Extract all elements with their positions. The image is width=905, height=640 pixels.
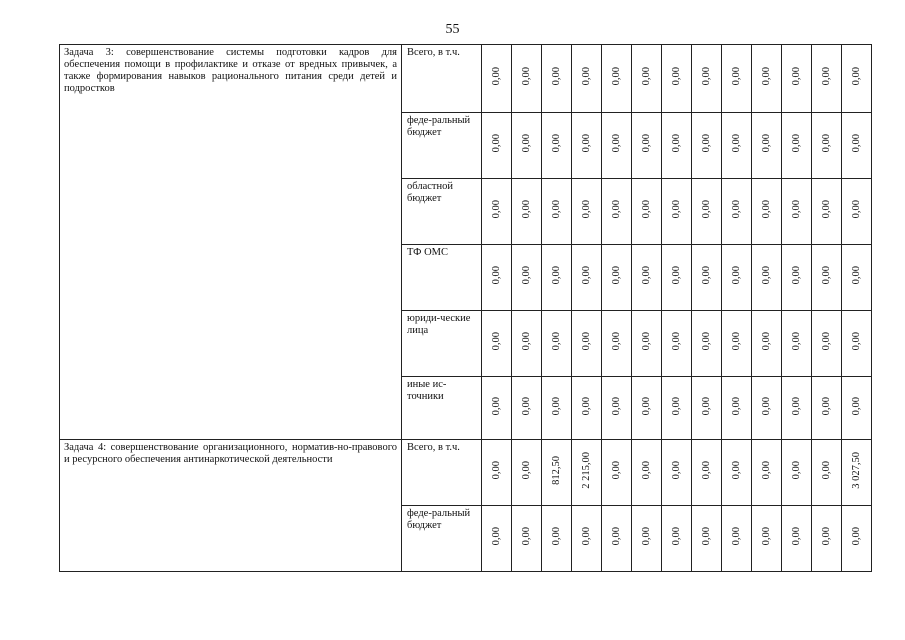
value-text: 0,00 [820, 200, 832, 219]
value-cell [722, 377, 752, 440]
value-cell [782, 179, 812, 245]
value-cell [662, 113, 692, 179]
value-cell [632, 377, 662, 440]
value-cell [812, 113, 842, 179]
value-cell [602, 506, 632, 572]
value-cell [662, 377, 692, 440]
value-text: 0,00 [730, 134, 742, 153]
value-cell [542, 179, 572, 245]
value-text: 0,00 [550, 332, 562, 351]
value-cell [542, 113, 572, 179]
value-text: 0,00 [580, 67, 592, 86]
value-text: 0,00 [790, 332, 802, 351]
value-text: 0,00 [760, 461, 772, 480]
value-text: 0,00 [550, 527, 562, 546]
value-text: 0,00 [820, 134, 832, 153]
value-text: 0,00 [490, 396, 502, 416]
value-cell [722, 440, 752, 506]
value-cell [692, 113, 722, 179]
value-text: 0,00 [520, 200, 532, 219]
value-text: 0,00 [610, 67, 622, 86]
value-text: 0,00 [580, 332, 592, 351]
value-cell [842, 311, 872, 377]
value-cell [542, 245, 572, 311]
value-cell [632, 506, 662, 572]
value-cell [692, 245, 722, 311]
value-cell [722, 245, 752, 311]
value-cell [512, 506, 542, 572]
value-text: 0,00 [790, 461, 802, 480]
task-title-cell: Задача 3: совершенствование системы подготовки кадров для обеспечения помощи в профилактике и отказе от вредных привычек, а также формирования навыков рационального питания среди детей и подростков [60, 45, 402, 440]
funding-source-cell: Всего, в т.ч. [402, 45, 482, 113]
value-cell [842, 179, 872, 245]
value-text: 0,00 [700, 332, 712, 351]
value-text: 0,00 [730, 461, 742, 480]
value-text: 0,00 [520, 266, 532, 285]
value-cell [812, 440, 842, 506]
value-text: 0,00 [670, 332, 682, 351]
value-cell [482, 440, 512, 506]
value-cell [692, 45, 722, 113]
value-cell [752, 311, 782, 377]
value-text: 0,00 [640, 266, 652, 285]
value-text: 0,00 [550, 266, 562, 285]
value-cell [722, 113, 752, 179]
value-text: 0,00 [640, 461, 652, 480]
value-text: 0,00 [760, 200, 772, 219]
value-cell [842, 113, 872, 179]
funding-source-cell: областной бюджет [402, 179, 482, 245]
value-text: 0,00 [520, 461, 532, 480]
value-cell [782, 113, 812, 179]
value-text: 0,00 [640, 134, 652, 153]
value-cell [692, 311, 722, 377]
value-cell [842, 506, 872, 572]
value-text: 0,00 [490, 266, 502, 285]
value-cell [482, 113, 512, 179]
value-cell [512, 245, 542, 311]
value-text: 0,00 [790, 134, 802, 153]
value-cell [782, 311, 812, 377]
value-text: 0,00 [610, 396, 622, 416]
value-cell [812, 377, 842, 440]
page-number: 55 [445, 22, 460, 37]
value-text: 0,00 [760, 67, 772, 86]
value-cell [542, 440, 572, 506]
value-cell [482, 45, 512, 113]
value-text: 0,00 [820, 396, 832, 416]
value-cell [602, 179, 632, 245]
value-text: 0,00 [610, 200, 622, 219]
value-text: 0,00 [520, 332, 532, 351]
funding-source-cell: юриди-ческие лица [402, 311, 482, 377]
value-text: 0,00 [730, 266, 742, 285]
value-text: 0,00 [670, 266, 682, 285]
table-row [60, 440, 872, 506]
value-cell [632, 311, 662, 377]
value-text: 0,00 [820, 527, 832, 546]
value-text: 0,00 [850, 396, 862, 416]
value-cell [602, 113, 632, 179]
value-text: 0,00 [760, 396, 772, 416]
value-text: 0,00 [490, 134, 502, 153]
value-text: 0,00 [520, 134, 532, 153]
value-text: 0,00 [670, 200, 682, 219]
value-text: 0,00 [670, 134, 682, 153]
value-text: 0,00 [640, 332, 652, 351]
value-cell [722, 506, 752, 572]
value-text: 0,00 [760, 527, 772, 546]
value-text: 0,00 [790, 396, 802, 416]
value-text: 0,00 [850, 332, 862, 351]
value-text: 0,00 [520, 67, 532, 86]
value-cell [602, 45, 632, 113]
task-title-cell: Задача 4: совершенствование организационного, норматив-но-правового и ресурсного обеспечения антинаркотической деятельности [60, 440, 402, 572]
value-cell [572, 311, 602, 377]
value-text: 0,00 [760, 266, 772, 285]
value-text: 0,00 [520, 527, 532, 546]
value-cell [572, 45, 602, 113]
value-text: 0,00 [490, 67, 502, 86]
value-text: 0,00 [820, 266, 832, 285]
value-cell [512, 311, 542, 377]
value-cell [692, 440, 722, 506]
value-cell [782, 506, 812, 572]
value-cell [692, 179, 722, 245]
value-text: 0,00 [850, 200, 862, 219]
value-cell [572, 506, 602, 572]
value-text: 0,00 [730, 332, 742, 351]
value-text: 0,00 [610, 332, 622, 351]
value-cell [542, 377, 572, 440]
value-text: 0,00 [610, 266, 622, 285]
value-text: 0,00 [610, 134, 622, 153]
value-text: 0,00 [820, 461, 832, 480]
value-text: 0,00 [640, 200, 652, 219]
value-text: 0,00 [730, 527, 742, 546]
value-text: 0,00 [730, 396, 742, 416]
value-cell [632, 113, 662, 179]
value-cell [572, 440, 602, 506]
value-text: 0,00 [550, 200, 562, 219]
value-text: 0,00 [550, 134, 562, 153]
value-text: 0,00 [640, 67, 652, 86]
value-text: 0,00 [700, 266, 712, 285]
value-cell [632, 45, 662, 113]
value-cell [692, 506, 722, 572]
value-text: 0,00 [580, 396, 592, 416]
value-text: 2 215,00 [580, 452, 592, 489]
value-cell [662, 45, 692, 113]
value-cell [572, 245, 602, 311]
value-text: 0,00 [850, 266, 862, 285]
value-text: 0,00 [850, 67, 862, 86]
value-cell [662, 245, 692, 311]
value-text: 0,00 [670, 461, 682, 480]
value-text: 0,00 [700, 200, 712, 219]
value-text: 0,00 [790, 200, 802, 219]
value-cell [722, 311, 752, 377]
value-cell [812, 506, 842, 572]
value-text: 0,00 [550, 396, 562, 416]
value-text: 0,00 [790, 67, 802, 86]
value-text: 0,00 [640, 527, 652, 546]
value-text: 0,00 [730, 67, 742, 86]
value-cell [722, 179, 752, 245]
value-cell [812, 45, 842, 113]
value-text: 0,00 [550, 67, 562, 86]
value-text: 0,00 [700, 396, 712, 416]
value-text: 0,00 [640, 396, 652, 416]
value-text: 0,00 [580, 200, 592, 219]
value-cell [542, 45, 572, 113]
value-cell [482, 179, 512, 245]
value-cell [692, 377, 722, 440]
funding-source-cell: Всего, в т.ч. [402, 440, 482, 506]
value-cell [512, 45, 542, 113]
value-text: 0,00 [790, 527, 802, 546]
value-text: 0,00 [820, 67, 832, 86]
value-cell [632, 179, 662, 245]
value-cell [482, 311, 512, 377]
value-text: 0,00 [610, 527, 622, 546]
value-cell [572, 377, 602, 440]
value-text: 812,50 [550, 456, 562, 485]
value-text: 0,00 [490, 527, 502, 546]
value-cell [542, 506, 572, 572]
value-text: 0,00 [490, 332, 502, 351]
value-text: 0,00 [670, 67, 682, 86]
value-cell [722, 45, 752, 113]
value-text: 0,00 [760, 134, 772, 153]
value-cell [662, 311, 692, 377]
value-text: 0,00 [580, 134, 592, 153]
funding-source-cell: феде-ральный бюджет [402, 113, 482, 179]
funding-source-cell: ТФ ОМС [402, 245, 482, 311]
value-text: 0,00 [490, 461, 502, 480]
value-cell [512, 440, 542, 506]
value-text: 0,00 [610, 461, 622, 480]
value-cell [782, 377, 812, 440]
value-cell [842, 440, 872, 506]
value-cell [752, 377, 782, 440]
value-cell [512, 377, 542, 440]
value-cell [782, 45, 812, 113]
value-text: 0,00 [670, 396, 682, 416]
value-cell [842, 45, 872, 113]
value-cell [842, 245, 872, 311]
value-cell [782, 440, 812, 506]
value-cell [752, 179, 782, 245]
value-cell [602, 440, 632, 506]
value-text: 3 027,50 [850, 452, 862, 489]
value-text: 0,00 [700, 461, 712, 480]
value-cell [812, 311, 842, 377]
value-text: 0,00 [580, 266, 592, 285]
value-cell [662, 506, 692, 572]
value-text: 0,00 [670, 527, 682, 546]
value-cell [812, 179, 842, 245]
value-cell [782, 245, 812, 311]
value-cell [602, 245, 632, 311]
value-text: 0,00 [730, 200, 742, 219]
value-cell [812, 245, 842, 311]
funding-source-cell: иные ис-точники [402, 377, 482, 440]
value-cell [572, 113, 602, 179]
value-cell [602, 311, 632, 377]
value-cell [842, 377, 872, 440]
value-cell [542, 311, 572, 377]
value-cell [752, 245, 782, 311]
value-text: 0,00 [520, 396, 532, 416]
value-text: 0,00 [700, 527, 712, 546]
value-cell [482, 506, 512, 572]
value-text: 0,00 [490, 200, 502, 219]
funding-source-cell: феде-ральный бюджет [402, 506, 482, 572]
value-text: 0,00 [850, 134, 862, 153]
value-text: 0,00 [760, 332, 772, 351]
value-text: 0,00 [850, 527, 862, 546]
value-cell [632, 440, 662, 506]
value-cell [752, 113, 782, 179]
value-cell [512, 179, 542, 245]
value-cell [752, 506, 782, 572]
budget-table [59, 44, 872, 572]
value-cell [482, 245, 512, 311]
value-cell [572, 179, 602, 245]
value-text: 0,00 [790, 266, 802, 285]
value-cell [662, 179, 692, 245]
value-cell [662, 440, 692, 506]
value-cell [512, 113, 542, 179]
value-text: 0,00 [700, 134, 712, 153]
value-cell [482, 377, 512, 440]
value-text: 0,00 [700, 67, 712, 86]
value-cell [752, 45, 782, 113]
value-cell [632, 245, 662, 311]
value-cell [752, 440, 782, 506]
table-row [60, 45, 872, 113]
value-cell [602, 377, 632, 440]
value-text: 0,00 [580, 527, 592, 546]
value-text: 0,00 [820, 332, 832, 351]
